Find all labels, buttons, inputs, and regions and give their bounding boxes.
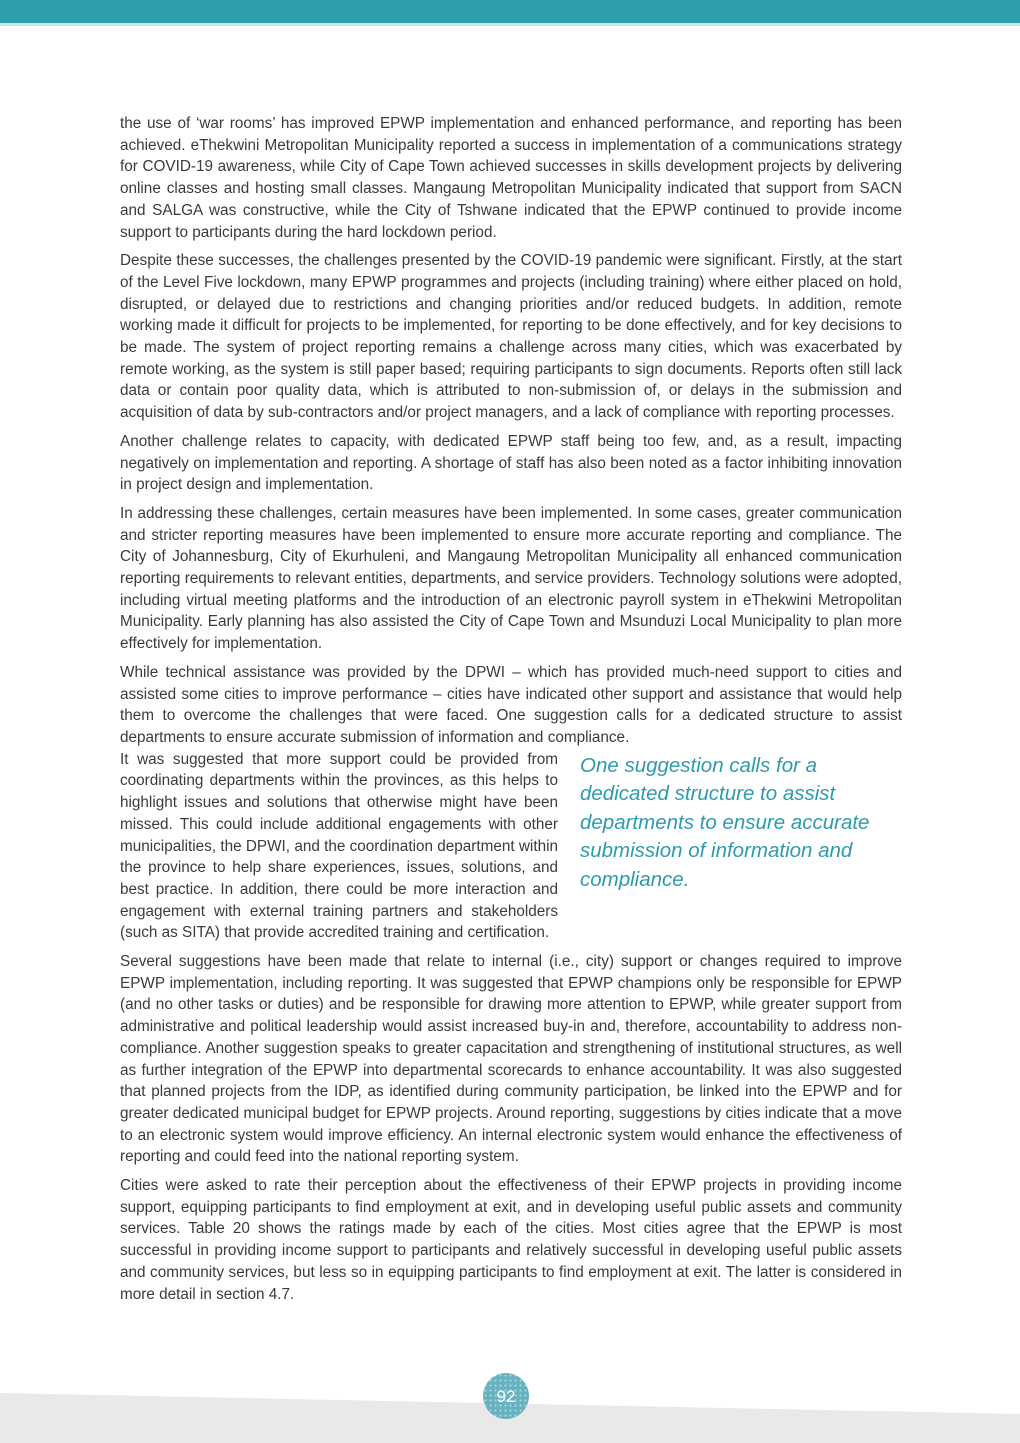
paragraph-internal-suggestions: Several suggestions have been made that relate to internal (i.e., city) support or changes required to improve EPWP implementation, including reporting. It was suggested that EPWP champions only be responsible for EPWP (and no other tasks or duties) and be responsible for drawing more attention to EPWP, while greater support from administrative and political leadership would assist increased buy-in and, therefore, accountability to address non-compliance. Another suggestion speaks to greater capacitation and strengthening of institutional structures, as well as further integration of the EPWP into departmental scorecards to enhance accountability. It was also suggested that planned projects from the IDP, as identified during community participation, be linked into the EPWP and for greater dedicated municipal budget for EPWP projects. Around reporting, suggestions by cities indicate that a move to an electronic system would improve efficiency. An internal electronic system would enhance the effectiveness of reporting and could feed into the national reporting system. [120,953,902,1166]
paragraph-war-rooms: the use of ‘war rooms’ has improved EPWP implementation and enhanced performance, and reporting has been achieved. eThekwini Metropolitan Municipality reported a success in implementation of a communications strategy for COVID-19 awareness, while City of Cape Town achieved successes in skills development projects by delivering online classes and hosting small classes. Mangaung Metropolitan Municipality indicated that support from SACN and SALGA was constructive, while the City of Tshwane indicated that the EPWP continued to provide income support to participants during the hard lockdown period. [120,115,902,241]
page-number-badge [483,1373,529,1419]
pull-quote: One suggestion calls for a dedicated structure to assist departments to ensure accurate submission of information and compliance. [580,753,870,891]
page-content [120,113,902,1312]
paragraph-capacity-challenge: Another challenge relates to capacity, with dedicated EPWP staff being too few, and, as a result, impacting negatively on implementation and reporting. A shortage of staff has also been noted as a factor inhibiting innovation in project design and implementation. [120,432,902,494]
paragraph-effectiveness-ratings: Cities were asked to rate their perception about the effectiveness of their EPWP projects in providing income support, equipping participants to find employment at exit, and in developing useful public assets and community services. Table 20 shows the ratings made by each of the cities. Most cities agree that the EPWP is most successful in providing income support to participants and relatively successful in developing useful public assets and community services, but less so in equipping participants to find employment at exit. The latter is considered in more detail in section 4.7. [120,1177,902,1303]
paragraph-support-suggestions-text: It was suggested that more support could be provided from coordinating departments within the provinces, as this helps to highlight issues and solutions that otherwise might have been missed. This could include additional engagements with other municipalities, the DPWI, and the coordination department within the province to help share experiences, issues, solutions, and best practice. In addition, there could be more interaction and engagement with external training partners and stakeholders (such as SITA) that provide accredited training and certification. [120,750,558,942]
paragraph-support-suggestions [120,749,902,944]
header-bar [0,0,1020,26]
paragraph-measures-implemented: In addressing these challenges, certain measures have been implemented. In some cases, greater communication and stricter reporting measures have been implemented to ensure more accurate reporting and compliance. The City of Johannesburg, City of Ekurhuleni, and Mangaung Metropolitan Municipality all enhanced communication reporting requirements to relevant entities, departments, and service providers. Technology solutions were adopted, including virtual meeting platforms and the introduction of an electronic payroll system in eThekwini Metropolitan Municipality. Early planning has also assisted the City of Cape Town and Msunduzi Local Municipality to plan more effectively for implementation. [120,504,902,653]
paragraph-technical-assistance: While technical assistance was provided by the DPWI – which has provided much-need support to cities and assisted some cities to improve performance – cities have indicated other support and assistance that would help them to overcome the challenges that were faced. One suggestion calls for a dedicated structure to assist departments to ensure accurate submission of information and compliance. [120,663,902,746]
page-number: 92 [496,1386,516,1406]
paragraph-covid-challenges: Despite these successes, the challenges presented by the COVID-19 pandemic were significant. Firstly, at the start of the Level Five lockdown, many EPWP programmes and projects (including training) where either placed on hold, disrupted, or delayed due to restrictions and changing priorities and/or reduced budgets. In addition, remote working made it difficult for projects to be implemented, for reporting to be done effectively, and for key decisions to be made. The system of project reporting remains a challenge across many cities, which was exacerbated by remote working, as the system is still paper based; requiring participants to sign documents. Reports often still lack data or contain poor quality data, which is attributed to non-submission of, or delays in the submission and acquisition of data by sub-contractors and/or project managers, and a lack of compliance with reporting processes. [120,252,902,422]
